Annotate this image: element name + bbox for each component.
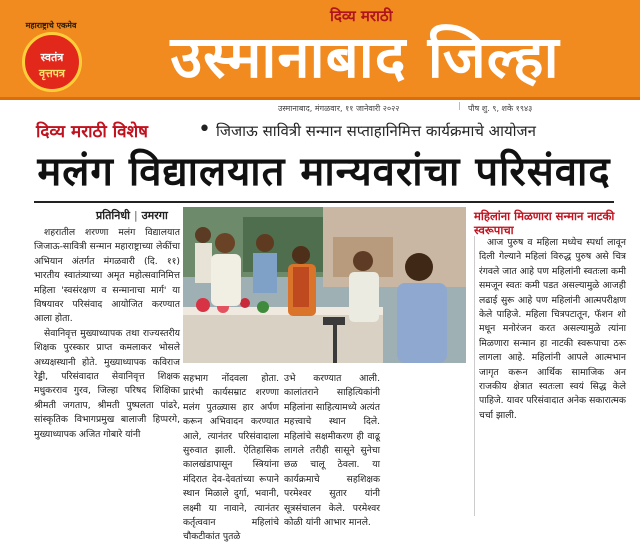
sidebar-body	[474, 236, 626, 516]
kicker-tag: दिव्य मराठी विशेष	[36, 122, 148, 142]
byline-separator: |	[133, 209, 142, 222]
newspaper-logo	[14, 20, 88, 94]
dateline	[0, 101, 640, 115]
byline-place: उमरगा	[141, 209, 168, 222]
dateline-date: उस्मानाबाद, मंगळवार, ११ जानेवारी २०२२	[278, 104, 400, 113]
kicker	[36, 119, 636, 147]
article-column-2	[183, 372, 279, 543]
article-column-3	[284, 372, 380, 529]
brand-name: दिव्य मराठी	[330, 7, 393, 25]
article-paragraph: शहरातील शरण्णा मलंग विद्यालयात जिजाऊ-सावित्री सन्मान महाराष्ट्राच्या लेकींचा अभियान अंतर्गत मंगळवारी (दि. ११) भारतीय स्वातंत्र्याच्या अमृत महोत्सवानिमित्त महिला 'स्वसंरक्षण व सन्मानाचा मार्ग' या विषयावर परिसंवाद आयोजित करण्यात आला होता.	[34, 227, 180, 325]
headline-rule	[34, 201, 614, 203]
byline	[96, 208, 168, 223]
article-paragraph: सेवानिवृत्त मुख्याध्यापक तथा राज्यस्तरीय शिक्षक पुरस्कार प्राप्त कमलाकर भोसले अध्यक्षस्थानी होते. मुख्याध्यापक कविराज रेड्डी, परिसंवादात सेवानिवृत्त शिक्षक मधुकरराव गुरव, जिल्हा परिषद शिक्षिका श्रीमती जगताप, श्रीमती पुष्पलता पांढरे, सांस्कृतिक विभागप्रमुख बालाजी हिप्परगे, मुख्याध्यापक अजित गोबारे यांनी	[34, 327, 180, 440]
dateline-panchang: पौष शु. ९, शके १९४३	[468, 104, 533, 113]
event-photo-image	[183, 207, 466, 363]
masthead	[0, 0, 640, 100]
logo-line1: स्वतंत्र	[40, 51, 64, 64]
event-photo	[183, 207, 466, 363]
logo-line2: वृत्तपत्र	[38, 67, 66, 80]
sidebar-paragraph: आज पुरुष व महिला मध्येच स्पर्धा लावून दिली गेल्याने महिलां विरुद्ध पुरुष असे चित्र रंगवले जात आहे पण महिलांनी स्वतःला कमी समजून स्वतः कमी पडत असल्यामुळे आजही लढाई सुरू आहे पण महिलांनी आत्मपरीक्षण केले पाहिजे. महिला चित्रपटातून, फॅशन शो मधून मनोरंजन करत असल्यामुळे त्यांना मिळणारा सन्मान हा नाटकी स्वरूपाचा ठरू लागला आहे. महिलांनी आपले आत्मभान जागृत करून आर्थिक सामाजिक अन राजकीय क्षेत्रात स्वतःला स्वयं सिद्ध केले पाहिजे. यावर परिसंवादात अनेक सकारात्मक चर्चा झाली.	[479, 237, 626, 421]
byline-reporter: प्रतिनिधी	[96, 209, 130, 222]
sidebar-title: महिलांना मिळणारा सन्मान नाटकी स्वरूपाचा	[474, 209, 615, 237]
article-paragraph: सहभाग नोंदवला होता. प्रारंभी कार्यसम्राट शरण्णा मलंग पुतळ्यास हार अर्पण करून अभिवादन करण्यात आले, त्यानंतर परिसंवादाला सुरुवात झाली. ऐतिहासिक कालखंडापासून स्त्रियांना मंदिरात देव-देवतांच्या रूपाने स्थान मिळाले दुर्गा, भवानी, लक्ष्मी या नावाने, त्यानंतर कर्तृत्ववान महिलांचे चौकटीकांत पुतळे	[183, 373, 279, 543]
logo-tagline: महाराष्ट्राचे एकमेव	[25, 21, 77, 30]
kicker-subtitle: जिजाऊ सावित्री सन्मान सप्ताहानिमित्त कार्यक्रमाचे आयोजन	[216, 122, 537, 140]
edition-title: उस्मानाबाद जिल्हा	[170, 23, 560, 91]
article-column-1	[34, 226, 180, 514]
kicker-bullet: •	[198, 117, 211, 142]
dateline-separator: |	[458, 101, 461, 110]
article-paragraph: उभे करण्यात आली. कालांतराने साहित्यिकांनी महिलांना साहित्यामध्ये अत्यंत महत्त्वाचे स्थान दिले. महिलांचे सक्षमीकरण ही वाढू लागले तरीही सासूने सुनेचा छळ चालू ठेवला. या कार्यक्रमाचे सहशिक्षक परमेश्वर सुतार यांनी सूत्रसंचालन केले. परमेश्वर कोळी यांनी आभार मानले.	[284, 373, 380, 529]
headline: मलंग विद्यालयात मान्यवरांचा परिसंवाद	[37, 149, 611, 195]
